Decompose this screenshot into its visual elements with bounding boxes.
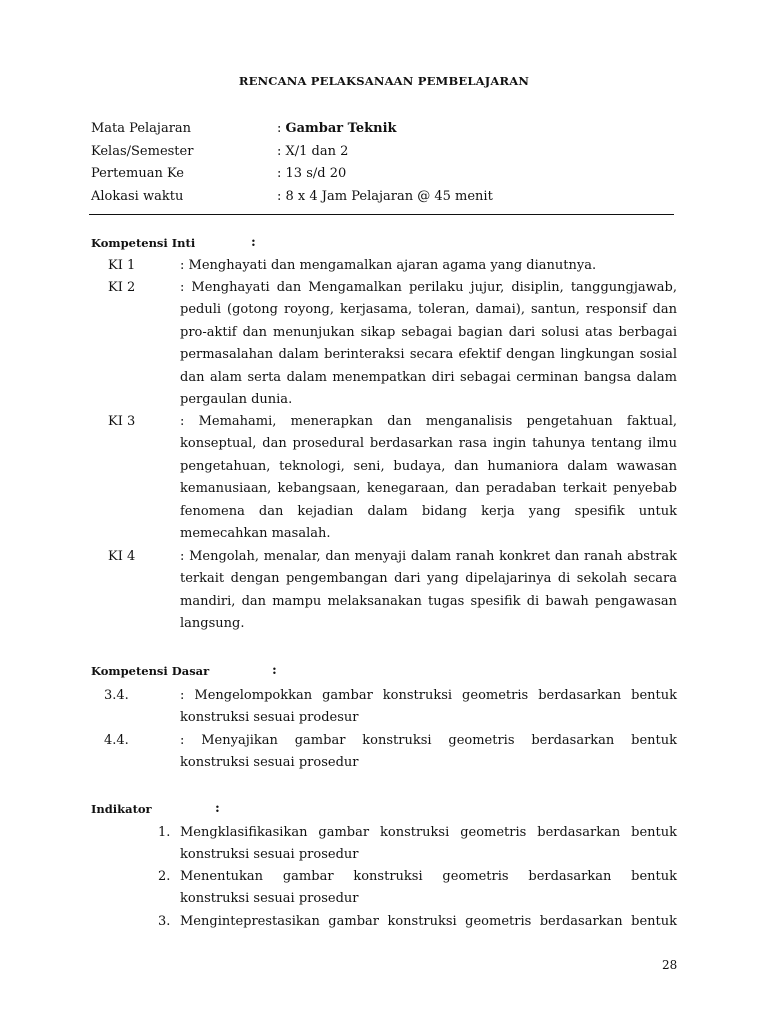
subject-name: Gambar Teknik <box>285 121 397 136</box>
info-label-class: Kelas/Semester <box>91 144 194 159</box>
info-value-meeting: : 13 s/d 20 <box>277 166 347 181</box>
kd-2-line1: : Menyajikan gambar konstruksi geometris berdasarkan bentuk <box>180 733 677 748</box>
kd-2-line2: konstruksi sesuai prosedur <box>180 755 359 770</box>
ki-3-text: : Memahami, menerapkan dan menganalisis pengetahuan faktual, konseptual, dan prosedural berdasarkan rasa ingin tahunya tentang ilmu pengetahuan, teknologi, seni, budaya, dan humaniora dalam wawasan kemanusiaan, kebangsaan, kenegaraan, dan peradaban terkait penyebab fenomena dan kejadian dalam bidang kerja yang spesifik untuk memecahkan masalah. <box>180 414 677 542</box>
kd-1-code: 3.4. <box>104 688 129 703</box>
ki-2-text: : Menghayati dan Mengamalkan perilaku jujur, disiplin, tanggungjawab, peduli (gotong royong, kerjasama, toleran, damai), santun, responsif dan pro-aktif dan menunjukan sikap sebagai bagian dari solusi atas berbagai permasalahan dalam berinteraksi secara efektif dengan lingkungan sosial dan alam serta dalam menempatkan diri sebagai cerminan bangsa dalam pergaulan dunia. <box>180 280 677 408</box>
indikator-1-line1: Mengklasifikasikan gambar konstruksi geometris berdasarkan bentuk <box>180 825 677 840</box>
indikator-2-number: 2. <box>158 869 171 884</box>
indikator-1-number: 1. <box>158 825 171 840</box>
page-number: 28 <box>662 958 678 972</box>
ki-4-code: KI 4 <box>108 549 136 564</box>
ki-2-code: KI 2 <box>108 280 136 295</box>
ki-1-code: KI 1 <box>108 258 136 273</box>
info-label-time: Alokasi waktu <box>91 189 184 204</box>
ki-4-text: : Mengolah, menalar, dan menyaji dalam ranah konkret dan ranah abstrak terkait dengan pengembangan dari yang dipelajarinya di sekolah secara mandiri, dan mampu melaksanakan tugas spesifik di bawah pengawasan langsung. <box>180 549 677 632</box>
info-value-subject: : Gambar Teknik <box>277 121 397 136</box>
ki-1-text: : Menghayati dan mengamalkan ajaran agama yang dianutnya. <box>180 258 597 273</box>
indikator-colon: : <box>215 801 220 816</box>
info-label-meeting: Pertemuan Ke <box>91 166 184 181</box>
indikator-3-line1: Menginteprestasikan gambar konstruksi geometris berdasarkan bentuk <box>180 914 677 929</box>
indikator-2-line2: konstruksi sesuai prosedur <box>180 891 359 906</box>
indikator-2-line1: Menentukan gambar konstruksi geometris berdasarkan bentuk <box>180 869 677 884</box>
divider-line <box>89 214 674 215</box>
kd-1-line1: : Mengelompokkan gambar konstruksi geometris berdasarkan bentuk <box>180 688 677 703</box>
kd-2-code: 4.4. <box>104 733 129 748</box>
info-label-subject: Mata Pelajaran <box>91 121 192 136</box>
document-title: RENCANA PELAKSANAAN PEMBELAJARAN <box>238 74 530 88</box>
indikator-3-number: 3. <box>158 914 171 929</box>
time-value: 8 x 4 Jam Pelajaran @ 45 menit <box>285 189 493 204</box>
kompetensi-dasar-colon: : <box>272 663 277 678</box>
info-value-time: : 8 x 4 Jam Pelajaran @ 45 menit <box>277 189 493 204</box>
kompetensi-inti-colon: : <box>251 235 256 250</box>
ki-3-code: KI 3 <box>108 414 136 429</box>
kompetensi-inti-heading: Kompetensi Inti <box>91 236 196 250</box>
meeting-value: 13 s/d 20 <box>285 166 347 181</box>
indikator-heading: Indikator <box>91 802 152 816</box>
indikator-1-line2: konstruksi sesuai prosedur <box>180 847 359 862</box>
info-value-class: : X/1 dan 2 <box>277 144 349 159</box>
kd-1-line2: konstruksi sesuai prodesur <box>180 710 359 725</box>
class-value: X/1 dan 2 <box>285 144 349 159</box>
kompetensi-dasar-heading: Kompetensi Dasar <box>91 664 210 678</box>
